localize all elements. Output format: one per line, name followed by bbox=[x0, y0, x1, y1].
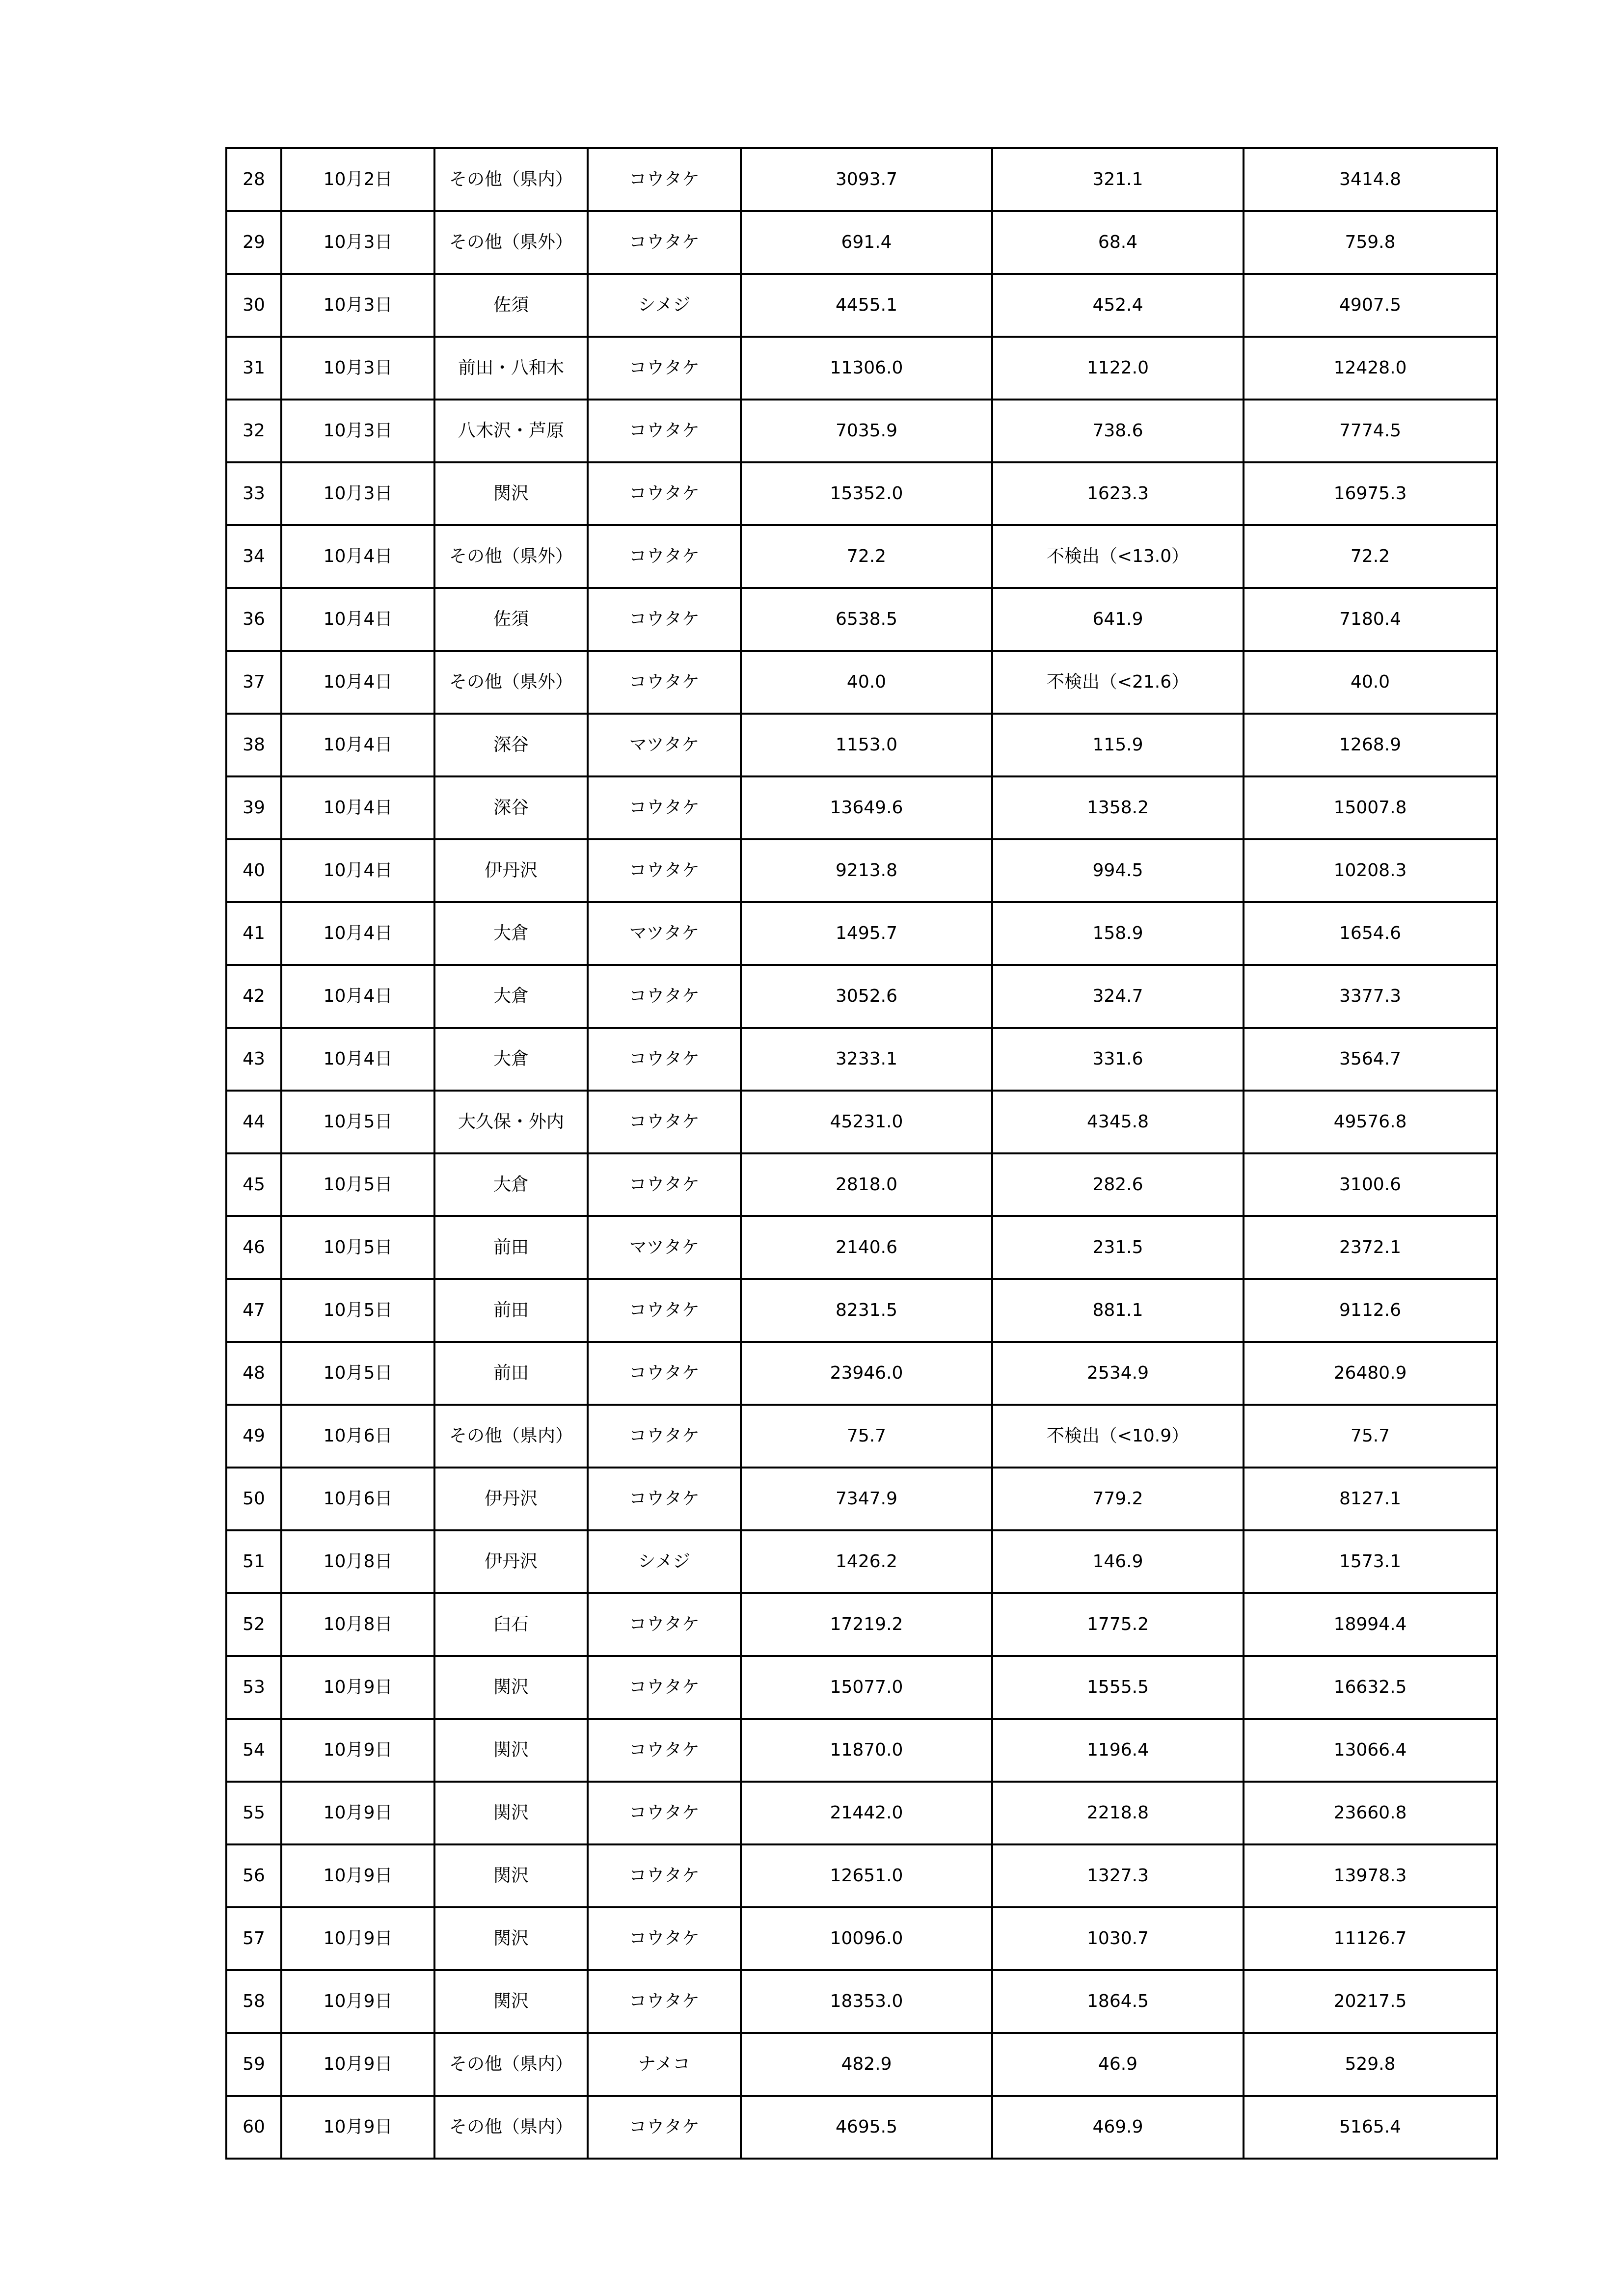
cell-value-2: 2534.9 bbox=[992, 1342, 1244, 1405]
cell-total: 7180.4 bbox=[1244, 588, 1497, 651]
cell-sample-number: 43 bbox=[226, 1028, 281, 1091]
cell-sample-number: 28 bbox=[226, 148, 281, 211]
table-row bbox=[226, 274, 1497, 337]
table-row bbox=[226, 1530, 1497, 1593]
cell-date: 10月9日 bbox=[281, 1719, 434, 1782]
table-row bbox=[226, 2096, 1497, 2159]
cell-date: 10月8日 bbox=[281, 1593, 434, 1656]
cell-value-1: 9213.8 bbox=[741, 839, 992, 902]
cell-total: 3377.3 bbox=[1244, 965, 1497, 1028]
cell-area: 関沢 bbox=[434, 462, 588, 525]
cell-total: 40.0 bbox=[1244, 651, 1497, 714]
cell-date: 10月4日 bbox=[281, 776, 434, 839]
cell-sample-number: 39 bbox=[226, 776, 281, 839]
cell-value-2: 324.7 bbox=[992, 965, 1244, 1028]
cell-value-2: 4345.8 bbox=[992, 1091, 1244, 1153]
cell-value-1: 1153.0 bbox=[741, 714, 992, 776]
cell-area: 関沢 bbox=[434, 1970, 588, 2033]
cell-area: 関沢 bbox=[434, 1719, 588, 1782]
cell-value-1: 45231.0 bbox=[741, 1091, 992, 1153]
cell-date: 10月6日 bbox=[281, 1405, 434, 1468]
table-row bbox=[226, 1656, 1497, 1719]
cell-date: 10月4日 bbox=[281, 902, 434, 965]
cell-sample-number: 29 bbox=[226, 211, 281, 274]
cell-area: 臼石 bbox=[434, 1593, 588, 1656]
cell-date: 10月8日 bbox=[281, 1530, 434, 1593]
cell-total: 23660.8 bbox=[1244, 1782, 1497, 1844]
cell-value-2: 469.9 bbox=[992, 2096, 1244, 2159]
cell-value-1: 10096.0 bbox=[741, 1907, 992, 1970]
cell-date: 10月5日 bbox=[281, 1091, 434, 1153]
cell-area: 大倉 bbox=[434, 1153, 588, 1216]
cell-total: 3414.8 bbox=[1244, 148, 1497, 211]
table-row bbox=[226, 1844, 1497, 1907]
cell-date: 10月5日 bbox=[281, 1216, 434, 1279]
cell-total: 9112.6 bbox=[1244, 1279, 1497, 1342]
cell-value-1: 2140.6 bbox=[741, 1216, 992, 1279]
cell-item: コウタケ bbox=[588, 1782, 741, 1844]
cell-area: 伊丹沢 bbox=[434, 1530, 588, 1593]
cell-area: 大倉 bbox=[434, 1028, 588, 1091]
cell-total: 20217.5 bbox=[1244, 1970, 1497, 2033]
table-row bbox=[226, 902, 1497, 965]
cell-item: コウタケ bbox=[588, 1091, 741, 1153]
cell-area: 大倉 bbox=[434, 965, 588, 1028]
cell-total: 1268.9 bbox=[1244, 714, 1497, 776]
cell-value-1: 13649.6 bbox=[741, 776, 992, 839]
cell-area: 大倉 bbox=[434, 902, 588, 965]
cell-total: 26480.9 bbox=[1244, 1342, 1497, 1405]
cell-sample-number: 38 bbox=[226, 714, 281, 776]
cell-item: コウタケ bbox=[588, 1719, 741, 1782]
cell-value-1: 7035.9 bbox=[741, 400, 992, 462]
cell-sample-number: 41 bbox=[226, 902, 281, 965]
table-row bbox=[226, 1405, 1497, 1468]
cell-date: 10月5日 bbox=[281, 1342, 434, 1405]
cell-item: コウタケ bbox=[588, 1468, 741, 1530]
cell-total: 5165.4 bbox=[1244, 2096, 1497, 2159]
cell-sample-number: 60 bbox=[226, 2096, 281, 2159]
cell-area: 伊丹沢 bbox=[434, 1468, 588, 1530]
cell-item: マツタケ bbox=[588, 902, 741, 965]
cell-item: コウタケ bbox=[588, 1153, 741, 1216]
cell-sample-number: 31 bbox=[226, 337, 281, 400]
cell-total: 2372.1 bbox=[1244, 1216, 1497, 1279]
cell-value-2: 115.9 bbox=[992, 714, 1244, 776]
cell-date: 10月3日 bbox=[281, 462, 434, 525]
cell-total: 529.8 bbox=[1244, 2033, 1497, 2096]
cell-sample-number: 48 bbox=[226, 1342, 281, 1405]
cell-date: 10月9日 bbox=[281, 1656, 434, 1719]
cell-value-1: 1495.7 bbox=[741, 902, 992, 965]
cell-item: コウタケ bbox=[588, 1844, 741, 1907]
cell-date: 10月9日 bbox=[281, 1844, 434, 1907]
cell-value-2: 158.9 bbox=[992, 902, 1244, 965]
table-row bbox=[226, 588, 1497, 651]
table-row bbox=[226, 651, 1497, 714]
table-row bbox=[226, 1028, 1497, 1091]
cell-item: コウタケ bbox=[588, 839, 741, 902]
cell-area: 深谷 bbox=[434, 714, 588, 776]
cell-date: 10月5日 bbox=[281, 1153, 434, 1216]
table-row bbox=[226, 1216, 1497, 1279]
cell-sample-number: 51 bbox=[226, 1530, 281, 1593]
cell-value-1: 2818.0 bbox=[741, 1153, 992, 1216]
cell-value-2: 1864.5 bbox=[992, 1970, 1244, 2033]
cell-area: 関沢 bbox=[434, 1656, 588, 1719]
cell-total: 18994.4 bbox=[1244, 1593, 1497, 1656]
table-row bbox=[226, 1970, 1497, 2033]
cell-area: その他（県内） bbox=[434, 2096, 588, 2159]
cell-area: 関沢 bbox=[434, 1844, 588, 1907]
cell-value-2: 不検出（<21.6） bbox=[992, 651, 1244, 714]
cell-sample-number: 30 bbox=[226, 274, 281, 337]
cell-value-2: 不検出（<13.0） bbox=[992, 525, 1244, 588]
cell-value-2: 1030.7 bbox=[992, 1907, 1244, 1970]
table-row bbox=[226, 1342, 1497, 1405]
cell-total: 3100.6 bbox=[1244, 1153, 1497, 1216]
cell-item: コウタケ bbox=[588, 1593, 741, 1656]
cell-total: 75.7 bbox=[1244, 1405, 1497, 1468]
cell-sample-number: 45 bbox=[226, 1153, 281, 1216]
cell-date: 10月9日 bbox=[281, 1782, 434, 1844]
cell-area: 大久保・外内 bbox=[434, 1091, 588, 1153]
cell-value-2: 331.6 bbox=[992, 1028, 1244, 1091]
cell-sample-number: 54 bbox=[226, 1719, 281, 1782]
cell-sample-number: 44 bbox=[226, 1091, 281, 1153]
cell-date: 10月4日 bbox=[281, 525, 434, 588]
table-row bbox=[226, 1468, 1497, 1530]
cell-area: その他（県外） bbox=[434, 651, 588, 714]
cell-total: 12428.0 bbox=[1244, 337, 1497, 400]
cell-item: マツタケ bbox=[588, 1216, 741, 1279]
cell-value-2: 779.2 bbox=[992, 1468, 1244, 1530]
table-row bbox=[226, 400, 1497, 462]
cell-item: コウタケ bbox=[588, 1342, 741, 1405]
cell-sample-number: 37 bbox=[226, 651, 281, 714]
cell-value-1: 8231.5 bbox=[741, 1279, 992, 1342]
cell-item: コウタケ bbox=[588, 2096, 741, 2159]
cell-value-1: 3093.7 bbox=[741, 148, 992, 211]
cell-item: コウタケ bbox=[588, 1028, 741, 1091]
cell-item: コウタケ bbox=[588, 1970, 741, 2033]
cell-value-1: 72.2 bbox=[741, 525, 992, 588]
cell-area: 深谷 bbox=[434, 776, 588, 839]
cell-total: 1573.1 bbox=[1244, 1530, 1497, 1593]
measurement-table bbox=[225, 147, 1498, 2160]
cell-value-2: 不検出（<10.9） bbox=[992, 1405, 1244, 1468]
cell-item: ナメコ bbox=[588, 2033, 741, 2096]
cell-date: 10月3日 bbox=[281, 337, 434, 400]
cell-value-2: 146.9 bbox=[992, 1530, 1244, 1593]
cell-date: 10月4日 bbox=[281, 651, 434, 714]
cell-area: 関沢 bbox=[434, 1782, 588, 1844]
cell-value-1: 7347.9 bbox=[741, 1468, 992, 1530]
cell-value-1: 4455.1 bbox=[741, 274, 992, 337]
table-row bbox=[226, 776, 1497, 839]
cell-sample-number: 46 bbox=[226, 1216, 281, 1279]
cell-sample-number: 57 bbox=[226, 1907, 281, 1970]
cell-value-2: 452.4 bbox=[992, 274, 1244, 337]
cell-date: 10月3日 bbox=[281, 274, 434, 337]
cell-total: 16975.3 bbox=[1244, 462, 1497, 525]
cell-item: コウタケ bbox=[588, 1405, 741, 1468]
cell-total: 11126.7 bbox=[1244, 1907, 1497, 1970]
cell-date: 10月5日 bbox=[281, 1279, 434, 1342]
cell-value-1: 23946.0 bbox=[741, 1342, 992, 1405]
cell-total: 16632.5 bbox=[1244, 1656, 1497, 1719]
cell-area: その他（県外） bbox=[434, 525, 588, 588]
cell-date: 10月4日 bbox=[281, 714, 434, 776]
cell-item: コウタケ bbox=[588, 462, 741, 525]
cell-value-1: 3233.1 bbox=[741, 1028, 992, 1091]
cell-value-1: 12651.0 bbox=[741, 1844, 992, 1907]
cell-area: その他（県内） bbox=[434, 2033, 588, 2096]
cell-date: 10月9日 bbox=[281, 1907, 434, 1970]
cell-sample-number: 52 bbox=[226, 1593, 281, 1656]
cell-value-2: 1775.2 bbox=[992, 1593, 1244, 1656]
cell-total: 13978.3 bbox=[1244, 1844, 1497, 1907]
cell-value-2: 1555.5 bbox=[992, 1656, 1244, 1719]
cell-area: 佐須 bbox=[434, 274, 588, 337]
cell-item: コウタケ bbox=[588, 525, 741, 588]
cell-area: 前田・八和木 bbox=[434, 337, 588, 400]
table-row bbox=[226, 965, 1497, 1028]
cell-value-1: 15077.0 bbox=[741, 1656, 992, 1719]
cell-total: 7774.5 bbox=[1244, 400, 1497, 462]
cell-value-2: 282.6 bbox=[992, 1153, 1244, 1216]
cell-total: 49576.8 bbox=[1244, 1091, 1497, 1153]
cell-area: 佐須 bbox=[434, 588, 588, 651]
cell-sample-number: 59 bbox=[226, 2033, 281, 2096]
cell-value-2: 641.9 bbox=[992, 588, 1244, 651]
cell-total: 759.8 bbox=[1244, 211, 1497, 274]
cell-value-1: 18353.0 bbox=[741, 1970, 992, 2033]
cell-sample-number: 58 bbox=[226, 1970, 281, 2033]
cell-total: 4907.5 bbox=[1244, 274, 1497, 337]
cell-value-1: 3052.6 bbox=[741, 965, 992, 1028]
cell-item: コウタケ bbox=[588, 588, 741, 651]
cell-total: 72.2 bbox=[1244, 525, 1497, 588]
cell-area: その他（県外） bbox=[434, 211, 588, 274]
cell-value-1: 11306.0 bbox=[741, 337, 992, 400]
cell-value-2: 881.1 bbox=[992, 1279, 1244, 1342]
cell-item: コウタケ bbox=[588, 148, 741, 211]
cell-total: 3564.7 bbox=[1244, 1028, 1497, 1091]
cell-item: コウタケ bbox=[588, 1656, 741, 1719]
cell-item: コウタケ bbox=[588, 776, 741, 839]
cell-date: 10月2日 bbox=[281, 148, 434, 211]
cell-value-1: 6538.5 bbox=[741, 588, 992, 651]
cell-item: コウタケ bbox=[588, 1907, 741, 1970]
table-row bbox=[226, 148, 1497, 211]
cell-value-1: 40.0 bbox=[741, 651, 992, 714]
cell-item: コウタケ bbox=[588, 965, 741, 1028]
table-row bbox=[226, 1153, 1497, 1216]
cell-area: 前田 bbox=[434, 1279, 588, 1342]
cell-area: 伊丹沢 bbox=[434, 839, 588, 902]
cell-value-2: 68.4 bbox=[992, 211, 1244, 274]
table-row bbox=[226, 525, 1497, 588]
cell-item: コウタケ bbox=[588, 651, 741, 714]
cell-value-2: 1327.3 bbox=[992, 1844, 1244, 1907]
cell-area: 前田 bbox=[434, 1216, 588, 1279]
cell-value-1: 21442.0 bbox=[741, 1782, 992, 1844]
cell-date: 10月9日 bbox=[281, 2033, 434, 2096]
cell-area: 前田 bbox=[434, 1342, 588, 1405]
cell-sample-number: 33 bbox=[226, 462, 281, 525]
cell-item: コウタケ bbox=[588, 211, 741, 274]
cell-item: マツタケ bbox=[588, 714, 741, 776]
cell-value-1: 691.4 bbox=[741, 211, 992, 274]
cell-sample-number: 49 bbox=[226, 1405, 281, 1468]
cell-value-1: 17219.2 bbox=[741, 1593, 992, 1656]
table-row bbox=[226, 1907, 1497, 1970]
cell-date: 10月3日 bbox=[281, 400, 434, 462]
cell-sample-number: 34 bbox=[226, 525, 281, 588]
cell-sample-number: 40 bbox=[226, 839, 281, 902]
cell-date: 10月4日 bbox=[281, 839, 434, 902]
cell-value-2: 738.6 bbox=[992, 400, 1244, 462]
cell-sample-number: 42 bbox=[226, 965, 281, 1028]
cell-value-2: 994.5 bbox=[992, 839, 1244, 902]
table-row bbox=[226, 1719, 1497, 1782]
cell-date: 10月9日 bbox=[281, 1970, 434, 2033]
cell-area: その他（県内） bbox=[434, 1405, 588, 1468]
cell-value-2: 1196.4 bbox=[992, 1719, 1244, 1782]
cell-value-2: 46.9 bbox=[992, 2033, 1244, 2096]
cell-item: コウタケ bbox=[588, 1279, 741, 1342]
cell-value-2: 1122.0 bbox=[992, 337, 1244, 400]
cell-sample-number: 55 bbox=[226, 1782, 281, 1844]
cell-value-2: 2218.8 bbox=[992, 1782, 1244, 1844]
cell-item: コウタケ bbox=[588, 337, 741, 400]
cell-date: 10月4日 bbox=[281, 965, 434, 1028]
cell-sample-number: 50 bbox=[226, 1468, 281, 1530]
cell-area: その他（県内） bbox=[434, 148, 588, 211]
cell-value-1: 75.7 bbox=[741, 1405, 992, 1468]
cell-item: コウタケ bbox=[588, 400, 741, 462]
cell-value-1: 1426.2 bbox=[741, 1530, 992, 1593]
table-row bbox=[226, 1279, 1497, 1342]
table-row bbox=[226, 714, 1497, 776]
cell-total: 15007.8 bbox=[1244, 776, 1497, 839]
table-row bbox=[226, 337, 1497, 400]
cell-date: 10月6日 bbox=[281, 1468, 434, 1530]
cell-value-2: 321.1 bbox=[992, 148, 1244, 211]
cell-total: 10208.3 bbox=[1244, 839, 1497, 902]
cell-total: 13066.4 bbox=[1244, 1719, 1497, 1782]
cell-value-2: 1623.3 bbox=[992, 462, 1244, 525]
cell-sample-number: 47 bbox=[226, 1279, 281, 1342]
table-row bbox=[226, 1091, 1497, 1153]
cell-area: 関沢 bbox=[434, 1907, 588, 1970]
table-body bbox=[226, 148, 1497, 2159]
table-row bbox=[226, 1782, 1497, 1844]
cell-date: 10月3日 bbox=[281, 211, 434, 274]
table-row bbox=[226, 2033, 1497, 2096]
cell-value-1: 4695.5 bbox=[741, 2096, 992, 2159]
table-row bbox=[226, 462, 1497, 525]
cell-total: 8127.1 bbox=[1244, 1468, 1497, 1530]
cell-value-2: 1358.2 bbox=[992, 776, 1244, 839]
cell-value-1: 15352.0 bbox=[741, 462, 992, 525]
cell-sample-number: 36 bbox=[226, 588, 281, 651]
cell-sample-number: 53 bbox=[226, 1656, 281, 1719]
table-row bbox=[226, 839, 1497, 902]
table-row bbox=[226, 211, 1497, 274]
cell-area: 八木沢・芦原 bbox=[434, 400, 588, 462]
cell-item: シメジ bbox=[588, 1530, 741, 1593]
cell-date: 10月9日 bbox=[281, 2096, 434, 2159]
cell-value-2: 231.5 bbox=[992, 1216, 1244, 1279]
cell-item: シメジ bbox=[588, 274, 741, 337]
table-row bbox=[226, 1593, 1497, 1656]
cell-value-1: 11870.0 bbox=[741, 1719, 992, 1782]
cell-sample-number: 56 bbox=[226, 1844, 281, 1907]
cell-date: 10月4日 bbox=[281, 588, 434, 651]
cell-date: 10月4日 bbox=[281, 1028, 434, 1091]
cell-value-1: 482.9 bbox=[741, 2033, 992, 2096]
cell-total: 1654.6 bbox=[1244, 902, 1497, 965]
cell-sample-number: 32 bbox=[226, 400, 281, 462]
